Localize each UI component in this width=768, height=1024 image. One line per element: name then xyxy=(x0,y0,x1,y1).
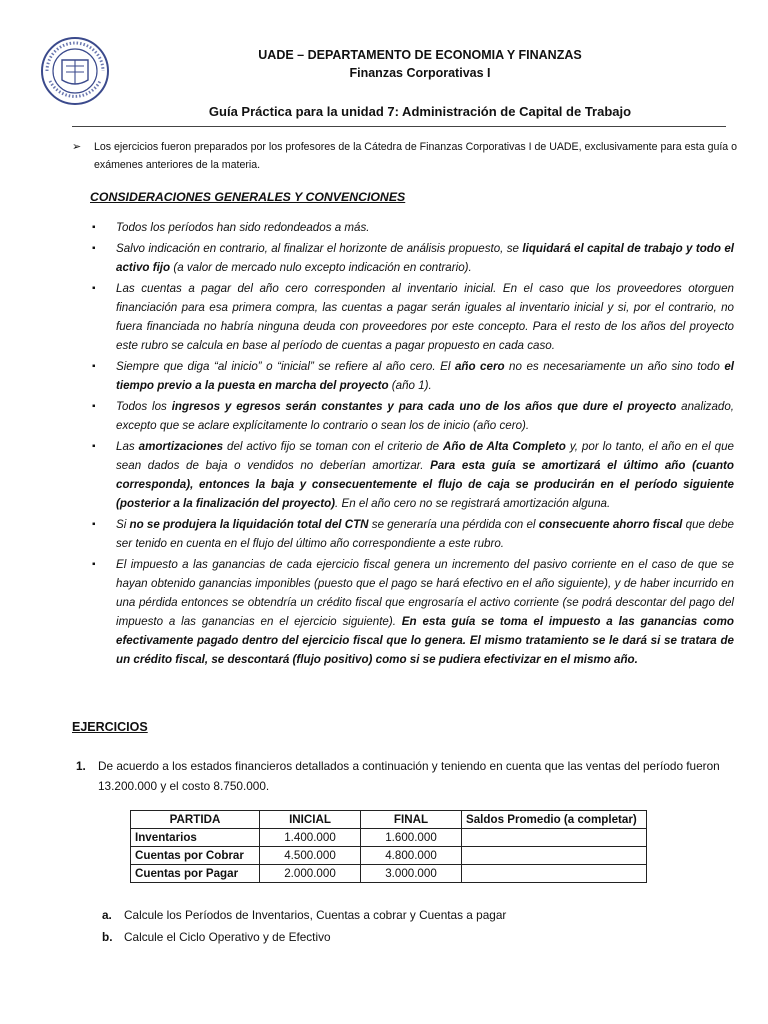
arrow-bullet-icon: ➢ xyxy=(72,141,82,153)
consideration-text: amortizaciones xyxy=(138,440,224,453)
subquestion-text: Calcule el Ciclo Operativo y de Efectivo xyxy=(124,930,331,944)
exercise-number: 1. xyxy=(76,759,86,773)
consideration-text: Año de Alta Completo xyxy=(443,440,566,453)
consideration-text: El impuesto a las ganancias de cada ejercicio fiscal genera un incremento del pasivo corriente en el caso de que se hayan obtenido ganancias imponibles (puesto que el pago se hará efectivo en el año siguiente), y de haber incurrido en una pérdida entonces se obtendría un crédito fiscal que engrosaría el activo corriente (se podrá descontar del pago del impuesto a las ganancias en el ejercicio siguiente). xyxy=(116,558,734,628)
header-institution: UADE – DEPARTAMENTO DE ECONOMIA Y FINANZAS xyxy=(258,48,582,62)
column-header: INICIAL xyxy=(260,811,361,829)
consideration-item xyxy=(92,239,734,277)
table-row xyxy=(131,829,647,847)
consideration-text: Las cuentas a pagar del año cero corresponden al inventario inicial. En el caso que los proveedores otorguen financiación para esa primera compra, las cuentas a pagar serán iguales al inventario inicial y si, por el contrario, no fuera financiada no habría ninguna deuda con proveedores por este concepto. Para el resto de los años del proyecto este rubro se calcula en base al período de cuentas a pagar propuesto en cada caso. xyxy=(116,282,734,352)
consideration-text: que debe ser tenido en cuenta en el flujo del último año correspondiente a este rubro. xyxy=(116,518,734,550)
column-header: Saldos Promedio (a completar) xyxy=(462,811,647,829)
table-cell: Cuentas por Cobrar xyxy=(131,847,260,865)
consideration-text: Si xyxy=(116,518,130,531)
consideration-text: Las xyxy=(116,440,139,453)
consideration-text: y, por lo tanto, el año en el que sean dados de baja o vendidos no deberían amortizar. xyxy=(116,440,735,472)
table-cell xyxy=(462,865,647,883)
consideration-text: (año 1). xyxy=(388,379,432,392)
consideration-item xyxy=(92,279,734,355)
subquestion-b xyxy=(102,930,331,944)
consideration-item xyxy=(92,515,734,553)
consideration-text: Salvo indicación en contrario, al finalizar el horizonte de análisis propuesto, se xyxy=(116,242,523,255)
table-cell: 4.500.000 xyxy=(260,847,361,865)
column-header: FINAL xyxy=(361,811,462,829)
consideration-text: año cero xyxy=(454,360,505,373)
consideration-text: se generaría una pérdida con el xyxy=(368,518,539,531)
table-cell: 2.000.000 xyxy=(260,865,361,883)
exercise-text: De acuerdo a los estados financieros detallados a continuación y teniendo en cuenta que las ventas del período fueron 13.200.000 y el costo 8.750.000. xyxy=(98,759,720,793)
table-row xyxy=(131,865,647,883)
exercise-1 xyxy=(72,756,738,796)
consideration-text: . En el año cero no se registrará amortización alguna. xyxy=(335,497,611,510)
header-course: Finanzas Corporativas I xyxy=(349,66,491,80)
table-cell: 4.800.000 xyxy=(361,847,462,865)
page-title: Guía Práctica para la unidad 7: Administración de Capital de Trabajo xyxy=(208,104,632,119)
consideration-text: analizado, excepto que se aclare explícitamente lo contrario o sean los de inicio (año cero). xyxy=(116,400,735,432)
consideration-text: no se produjera la liquidación total del CTN xyxy=(129,518,369,531)
consideration-text: Para esta guía se amortizará el último año (cuanto corresponda), entonces la baja y consecuentemente el flujo de caja se producirán en el período siguiente (posterior a la finalización del proyecto) xyxy=(116,459,734,510)
header-divider xyxy=(72,126,726,127)
column-header: PARTIDA xyxy=(131,811,260,829)
consideration-item xyxy=(92,218,734,237)
table-header-row xyxy=(131,811,647,829)
subquestion-letter: a. xyxy=(102,908,112,922)
exercises-title: EJERCICIOS xyxy=(72,720,148,734)
consideration-text: el tiempo previo a la puesta en marcha del proyecto xyxy=(116,360,734,392)
considerations-list xyxy=(92,218,734,671)
consideration-text: liquidará el capital de trabajo y todo el activo fijo xyxy=(116,242,734,274)
intro-note xyxy=(72,138,738,174)
balances-table xyxy=(130,810,647,883)
table-row xyxy=(131,847,647,865)
subquestion-text: Calcule los Períodos de Inventarios, Cuentas a cobrar y Cuentas a pagar xyxy=(124,908,507,922)
table-cell: Inventarios xyxy=(131,829,260,847)
table-cell: 1.400.000 xyxy=(260,829,361,847)
consideration-text: consecuente ahorro fiscal xyxy=(538,518,683,531)
considerations-title: CONSIDERACIONES GENERALES Y CONVENCIONES xyxy=(90,190,406,204)
consideration-item xyxy=(92,555,734,669)
consideration-text: Siempre que diga “al inicio” o “inicial” se refiere al año cero. El xyxy=(116,360,455,373)
consideration-item xyxy=(92,357,734,395)
intro-text: Los ejercicios fueron preparados por los profesores de la Cátedra de Finanzas Corporativas I de UADE, exclusivamente para esta guía o exámenes anteriores de la materia. xyxy=(94,141,738,171)
subquestion-letter: b. xyxy=(102,930,113,944)
consideration-text: Todos los períodos han sido redondeados a más. xyxy=(116,221,370,234)
consideration-text: En esta guía se toma el impuesto a las ganancias como efectivamente pagado dentro del ejercicio fiscal que lo genera. El mismo tratamiento se le dará si se tratara de un crédito fiscal, se descontará (flujo positivo) como si se pudiera efectivizar en el mismo año. xyxy=(116,615,734,666)
table-cell: 3.000.000 xyxy=(361,865,462,883)
subquestion-a xyxy=(102,908,506,922)
university-seal-icon xyxy=(40,36,110,106)
consideration-text: (a valor de mercado nulo excepto indicación en contrario). xyxy=(170,261,472,274)
table-cell xyxy=(462,847,647,865)
table-cell xyxy=(462,829,647,847)
table-cell: Cuentas por Pagar xyxy=(131,865,260,883)
consideration-text: ingresos y egresos serán constantes y para cada uno de los años que dure el proyecto xyxy=(171,400,677,413)
consideration-text: no es necesariamente un año sino todo xyxy=(504,360,725,373)
consideration-text: del activo fijo se toman con el criterio de xyxy=(223,440,444,453)
consideration-item xyxy=(92,397,734,435)
consideration-text: Todos los xyxy=(116,400,172,413)
table-cell: 1.600.000 xyxy=(361,829,462,847)
consideration-item xyxy=(92,437,734,513)
